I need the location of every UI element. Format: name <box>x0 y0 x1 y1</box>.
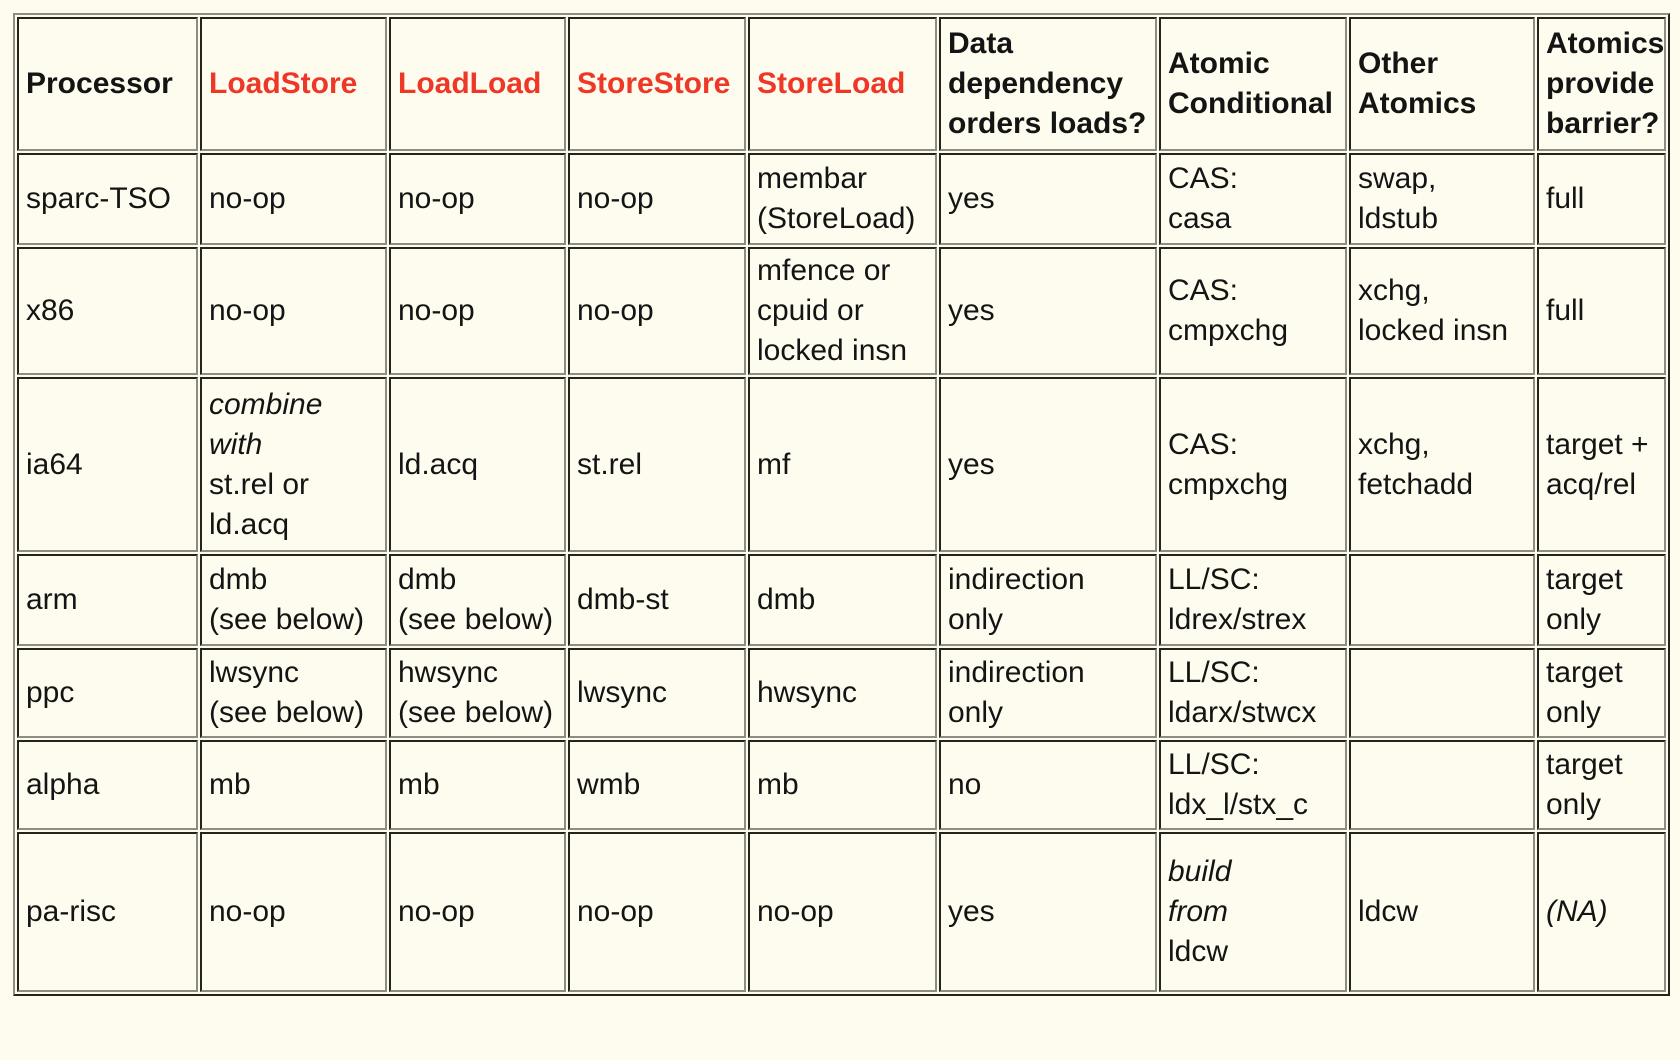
cell-text-line: dmb <box>209 563 268 596</box>
cell-alpha-storestore <box>568 740 746 830</box>
cell-text-line: (see below) <box>209 696 365 729</box>
cell-text-line: no-op <box>577 895 654 928</box>
cell-ia64-loadload <box>389 377 566 552</box>
cell-text-line: ia64 <box>26 447 83 481</box>
cell-text-line: LoadStore <box>209 67 358 100</box>
cell-ppc-loadstore <box>200 648 387 738</box>
cell-text-line: swap, <box>1358 162 1437 195</box>
cell-text-line: only <box>948 696 1004 729</box>
cell-text-line: only <box>1546 788 1602 821</box>
cell-text-line: no-op <box>209 294 286 327</box>
cell-text-line: ldcw <box>1168 935 1229 968</box>
cell-text-line: full <box>1546 294 1585 327</box>
cell-sparc-tso-loadstore <box>200 153 387 245</box>
cell-text-line: (StoreLoad) <box>757 202 916 235</box>
column-header-loadload <box>389 17 566 151</box>
cell-text-line: mfence or <box>757 254 891 287</box>
cell-text-line: mb <box>209 768 251 801</box>
cell-text-line: x86 <box>26 294 75 327</box>
cell-text-line: hwsync <box>398 656 499 689</box>
cell-text-line: cpuid or <box>757 294 864 327</box>
cell-ppc-storestore <box>568 648 746 738</box>
cell-text-line: no <box>948 768 982 801</box>
cell-text-line: ldrex/strex <box>1168 603 1307 636</box>
cell-text-line: ldstub <box>1358 202 1439 235</box>
cell-x86-atomic-conditional <box>1159 247 1347 375</box>
cell-text-line: indirection <box>948 656 1085 689</box>
cell-arm-data-dependency <box>939 554 1157 646</box>
cell-text-line: yes <box>948 294 995 327</box>
cell-arm-other-atomics <box>1349 554 1535 646</box>
column-header-data-dependency <box>939 17 1157 151</box>
cell-text-line: target + <box>1546 427 1649 461</box>
cell-text-line: dependency <box>948 67 1124 100</box>
cell-arm-storestore <box>568 554 746 646</box>
cell-pa-risc-atomics-provide-barrier <box>1537 832 1666 992</box>
cell-pa-risc-storestore <box>568 832 746 992</box>
cell-text-line: cmpxchg <box>1168 467 1289 501</box>
cell-text-line: st.rel <box>577 447 643 481</box>
cell-text-line: StoreLoad <box>757 67 906 100</box>
cell-text-line: LoadLoad <box>398 67 542 100</box>
cell-text-line: CAS: <box>1168 274 1239 307</box>
table-row-arm <box>17 554 1666 646</box>
cell-sparc-tso-processor <box>17 153 198 245</box>
cell-text-line: cmpxchg <box>1168 314 1289 347</box>
table-row-sparc-tso <box>17 153 1666 245</box>
cell-text-line: no-op <box>209 182 286 215</box>
cell-text-line: dmb <box>757 583 816 616</box>
cell-x86-data-dependency <box>939 247 1157 375</box>
cell-text-line: acq/rel <box>1546 467 1637 501</box>
cell-text-line: dmb-st <box>577 583 669 616</box>
cell-x86-storeload <box>748 247 937 375</box>
cell-text-line: no-op <box>757 895 834 928</box>
memory-barrier-table <box>13 13 1670 996</box>
table-row-ppc <box>17 648 1666 738</box>
cell-text-line: sparc-TSO <box>26 182 172 215</box>
cell-pa-risc-other-atomics <box>1349 832 1535 992</box>
cell-text-line: lwsync <box>577 676 668 709</box>
cell-text-line: xchg, <box>1358 427 1430 461</box>
cell-ia64-atomics-provide-barrier <box>1537 377 1666 552</box>
cell-ia64-storeload <box>748 377 937 552</box>
cell-ia64-storestore <box>568 377 746 552</box>
column-header-other-atomics <box>1349 17 1535 151</box>
cell-text-line: CAS: <box>1168 162 1239 195</box>
column-header-storeload <box>748 17 937 151</box>
cell-text-line: Atomics <box>1358 87 1477 120</box>
cell-text-line: (see below) <box>398 696 554 729</box>
cell-ia64-data-dependency <box>939 377 1157 552</box>
cell-text-line: locked insn <box>757 334 908 367</box>
cell-text-line: target <box>1546 563 1623 596</box>
cell-text-line: full <box>1546 182 1585 215</box>
cell-ppc-other-atomics <box>1349 648 1535 738</box>
cell-x86-atomics-provide-barrier <box>1537 247 1666 375</box>
cell-text-line: ld.acq <box>398 447 479 481</box>
cell-pa-risc-loadload <box>389 832 566 992</box>
cell-text-line: yes <box>948 895 995 928</box>
cell-text-line: mb <box>398 768 440 801</box>
cell-text-line: wmb <box>577 768 641 801</box>
cell-ppc-storeload <box>748 648 937 738</box>
cell-alpha-other-atomics <box>1349 740 1535 830</box>
cell-text-line: no-op <box>209 895 286 928</box>
cell-text-line: from <box>1168 895 1228 928</box>
cell-text-line: Other <box>1358 47 1439 80</box>
cell-text-line: LL/SC: <box>1168 563 1260 596</box>
cell-text-line: no-op <box>398 182 475 215</box>
cell-text-line: ldarx/stwcx <box>1168 696 1317 729</box>
cell-text-line: Atomic <box>1168 47 1270 80</box>
cell-text-line: provide <box>1546 67 1655 100</box>
column-header-processor <box>17 17 198 151</box>
cell-text-line: Data <box>948 27 1014 60</box>
cell-text-line: yes <box>948 447 995 481</box>
cell-ia64-loadstore <box>200 377 387 552</box>
cell-text-line: casa <box>1168 202 1232 235</box>
cell-text-line: Atomics <box>1546 27 1665 60</box>
cell-arm-atomic-conditional <box>1159 554 1347 646</box>
cell-text-line: combine <box>209 387 323 421</box>
cell-sparc-tso-storestore <box>568 153 746 245</box>
cell-text-line: ldcw <box>1358 895 1419 928</box>
cell-text-line: StoreStore <box>577 67 731 100</box>
cell-text-line: mf <box>757 447 791 481</box>
cell-sparc-tso-loadload <box>389 153 566 245</box>
cell-ia64-other-atomics <box>1349 377 1535 552</box>
cell-text-line: (see below) <box>209 603 365 636</box>
column-header-atomic-conditional <box>1159 17 1347 151</box>
cell-x86-loadload <box>389 247 566 375</box>
cell-text-line: dmb <box>398 563 457 596</box>
cell-ppc-processor <box>17 648 198 738</box>
cell-text-line: no-op <box>577 182 654 215</box>
cell-text-line: LL/SC: <box>1168 748 1260 781</box>
cell-text-line: indirection <box>948 563 1085 596</box>
cell-text-line: LL/SC: <box>1168 656 1260 689</box>
cell-text-line: st.rel or <box>209 467 310 501</box>
cell-text-line: ppc <box>26 676 75 709</box>
column-header-storestore <box>568 17 746 151</box>
cell-arm-loadload <box>389 554 566 646</box>
cell-pa-risc-processor <box>17 832 198 992</box>
cell-text-line: no-op <box>398 895 475 928</box>
cell-x86-other-atomics <box>1349 247 1535 375</box>
cell-alpha-loadstore <box>200 740 387 830</box>
cell-text-line: no-op <box>577 294 654 327</box>
cell-sparc-tso-atomics-provide-barrier <box>1537 153 1666 245</box>
cell-text-line: only <box>948 603 1004 636</box>
cell-text-line: hwsync <box>757 676 858 709</box>
cell-text-line: barrier? <box>1546 107 1660 140</box>
header-row <box>17 17 1666 151</box>
cell-pa-risc-storeload <box>748 832 937 992</box>
cell-alpha-data-dependency <box>939 740 1157 830</box>
table-row-ia64 <box>17 377 1666 552</box>
cell-text-line: pa-risc <box>26 895 117 928</box>
cell-text-line: fetchadd <box>1358 467 1474 501</box>
cell-text-line: build <box>1168 855 1232 888</box>
cell-alpha-loadload <box>389 740 566 830</box>
cell-ppc-atomic-conditional <box>1159 648 1347 738</box>
cell-arm-processor <box>17 554 198 646</box>
cell-arm-loadstore <box>200 554 387 646</box>
cell-ia64-processor <box>17 377 198 552</box>
cell-text-line: no-op <box>398 294 475 327</box>
cell-text-line: CAS: <box>1168 427 1239 461</box>
cell-ia64-atomic-conditional <box>1159 377 1347 552</box>
cell-text-line: target <box>1546 656 1623 689</box>
table-row-x86 <box>17 247 1666 375</box>
cell-x86-processor <box>17 247 198 375</box>
cell-text-line: membar <box>757 162 868 195</box>
cell-alpha-storeload <box>748 740 937 830</box>
cell-text-line: locked insn <box>1358 314 1509 347</box>
cell-text-line: alpha <box>26 768 100 801</box>
cell-text-line: (see below) <box>398 603 554 636</box>
cell-text-line: target <box>1546 748 1623 781</box>
cell-text-line: only <box>1546 603 1602 636</box>
cell-sparc-tso-storeload <box>748 153 937 245</box>
cell-text-line: Conditional <box>1168 87 1333 120</box>
cell-sparc-tso-atomic-conditional <box>1159 153 1347 245</box>
cell-text-line: arm <box>26 583 78 616</box>
cell-text-line: Processor <box>26 67 173 100</box>
table-row-alpha <box>17 740 1666 830</box>
cell-pa-risc-loadstore <box>200 832 387 992</box>
column-header-atomics-provide-barrier <box>1537 17 1666 151</box>
cell-text-line: (NA) <box>1546 895 1608 928</box>
cell-x86-loadstore <box>200 247 387 375</box>
cell-text-line: yes <box>948 182 995 215</box>
cell-text-line: mb <box>757 768 799 801</box>
cell-ppc-atomics-provide-barrier <box>1537 648 1666 738</box>
cell-alpha-atomics-provide-barrier <box>1537 740 1666 830</box>
cell-ppc-loadload <box>389 648 566 738</box>
cell-text-line: only <box>1546 696 1602 729</box>
cell-arm-storeload <box>748 554 937 646</box>
column-header-loadstore <box>200 17 387 151</box>
cell-text-line: xchg, <box>1358 274 1430 307</box>
cell-alpha-processor <box>17 740 198 830</box>
cell-sparc-tso-other-atomics <box>1349 153 1535 245</box>
table-row-pa-risc <box>17 832 1666 992</box>
cell-text-line: lwsync <box>209 656 300 689</box>
cell-text-line: ld.acq <box>209 507 290 541</box>
cell-text-line: ldx_l/stx_c <box>1168 788 1309 821</box>
cell-alpha-atomic-conditional <box>1159 740 1347 830</box>
cell-x86-storestore <box>568 247 746 375</box>
cell-ppc-data-dependency <box>939 648 1157 738</box>
cell-arm-atomics-provide-barrier <box>1537 554 1666 646</box>
cell-pa-risc-data-dependency <box>939 832 1157 992</box>
cell-pa-risc-atomic-conditional <box>1159 832 1347 992</box>
cell-text-line: with <box>209 427 263 461</box>
cell-text-line: orders loads? <box>948 107 1147 140</box>
cell-sparc-tso-data-dependency <box>939 153 1157 245</box>
